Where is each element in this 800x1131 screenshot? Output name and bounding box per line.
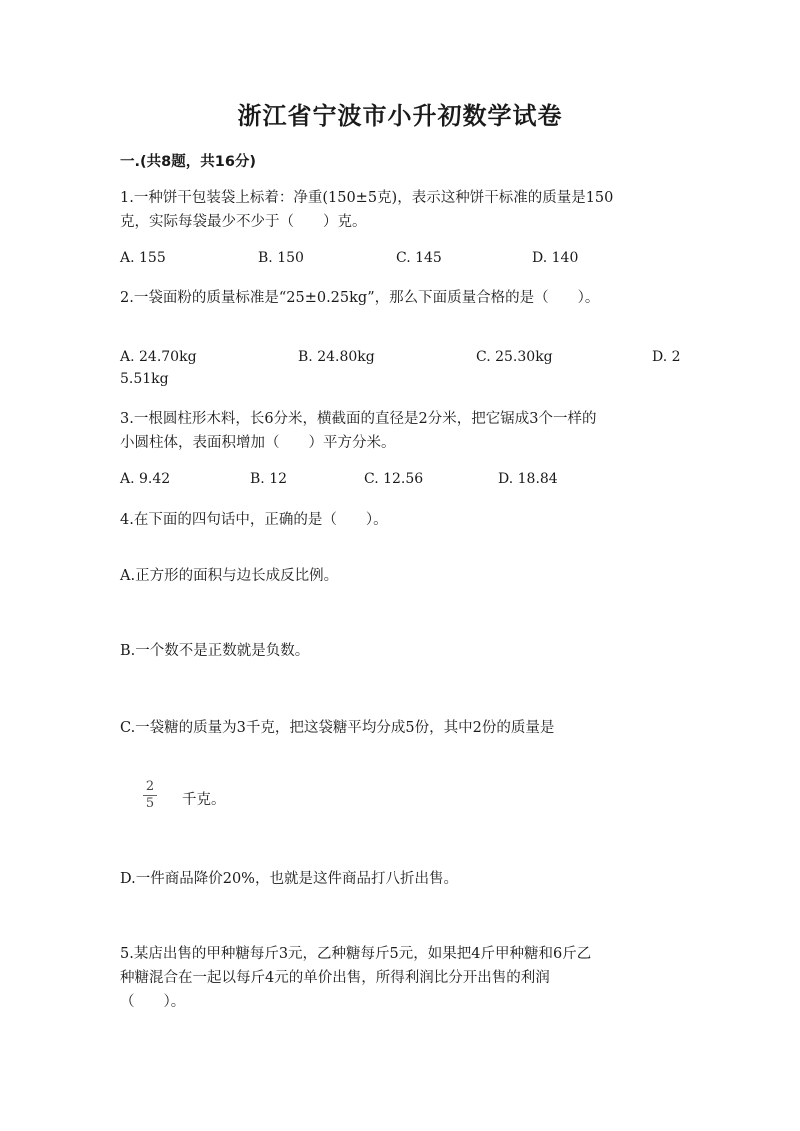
question-1-line-2: 克，实际每袋最少不少于（ ）克。 (120, 214, 367, 230)
question-2-option-c: C. 25.30kg (476, 349, 553, 365)
page-title: 浙江省宁波市小升初数学试卷 (237, 102, 563, 130)
question-2-option-b: B. 24.80kg (298, 349, 375, 365)
question-4-option-a: A.正方形的面积与边长成反比例。 (120, 568, 339, 584)
question-1-option-d: D. 140 (532, 250, 579, 266)
question-1-option-c: C. 145 (396, 250, 442, 266)
question-4-line-1: 4.在下面的四句话中，正确的是（ ）。 (120, 512, 388, 528)
question-3-option-a: A. 9.42 (120, 471, 171, 487)
question-5-line-1: 5.某店出售的甲种糖每斤3元，乙种糖每斤5元，如果把4斤甲种糖和6斤乙 (120, 946, 592, 962)
question-3-option-c: C. 12.56 (364, 471, 424, 487)
question-1-line-1: 1.一种饼干包装袋上标着：净重(150±5克)，表示这种饼干标准的质量是150 (120, 190, 614, 206)
fraction-numerator: 2 (143, 779, 157, 796)
question-4-option-b: B.一个数不是正数就是负数。 (120, 643, 310, 659)
question-2-option-a: A. 24.70kg (120, 349, 197, 365)
question-2-option-d-wrap: 5.51kg (120, 371, 169, 387)
question-4-option-c: C.一袋糖的质量为3千克，把这袋糖平均分成5份，其中2份的质量是 (120, 720, 555, 736)
question-2-line-1: 2.一袋面粉的质量标准是“25±0.25kg”，那么下面质量合格的是（ ）。 (120, 290, 600, 306)
fraction-unit: 千克。 (182, 792, 226, 808)
question-3-option-b: B. 12 (250, 471, 288, 487)
question-2-option-d: D. 2 (652, 349, 681, 365)
fraction-denominator: 5 (145, 796, 155, 811)
question-3-option-d: D. 18.84 (498, 471, 558, 487)
question-5-line-3: （ ）。 (120, 994, 186, 1010)
fraction-two-fifths (143, 779, 157, 812)
section-heading: 一.(共8题，共16分) (120, 154, 257, 170)
question-4-option-d: D.一件商品降价20%，也就是这件商品打八折出售。 (120, 871, 458, 887)
question-5-line-2: 种糖混合在一起以每斤4元的单价出售，所得利润比分开出售的利润 (120, 970, 550, 986)
question-1-option-b: B. 150 (258, 250, 304, 266)
question-3-line-2: 小圆柱体，表面积增加（ ）平方分米。 (120, 435, 396, 451)
question-3-line-1: 3.一根圆柱形木料，长6分米，横截面的直径是2分米，把它锯成3个一样的 (120, 411, 597, 427)
question-1-option-a: A. 155 (120, 250, 166, 266)
